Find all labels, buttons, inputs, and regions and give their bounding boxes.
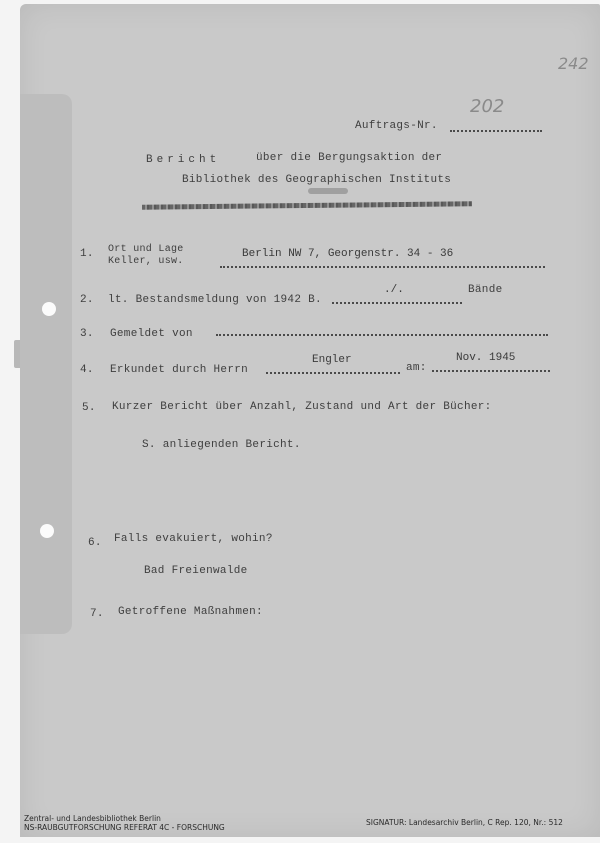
footer-department: NS-RAUBGUTFORSCHUNG REFERAT 4C - FORSCHUNG <box>24 823 225 832</box>
footer-signature: SIGNATUR: Landesarchiv Berlin, C Rep. 120, Nr.: 512 <box>366 818 563 827</box>
item-2-value: ./. <box>384 284 404 296</box>
item-2-number: 2. <box>80 294 94 306</box>
item-1-label-line1: Ort und Lage <box>108 244 184 255</box>
punch-hole-bottom <box>40 524 54 538</box>
title-line1: über die Bergungsaktion der <box>256 152 443 164</box>
footer-institution: Zentral- und Landesbibliothek Berlin <box>24 814 161 823</box>
item-6-answer: Bad Freienwalde <box>144 565 248 577</box>
item-1-field <box>220 266 545 268</box>
item-7-label: Getroffene Maßnahmen: <box>118 606 263 618</box>
order-number-field <box>450 130 542 132</box>
order-number-label: Auftrags-Nr. <box>355 120 438 132</box>
item-2-label: lt. Bestandsmeldung von 1942 B. <box>108 294 322 306</box>
item-4-date-field <box>432 370 550 372</box>
item-6-label: Falls evakuiert, wohin? <box>114 533 273 545</box>
item-4-date-label: am: <box>406 362 427 374</box>
item-3-field <box>216 334 548 336</box>
item-4-number: 4. <box>80 364 94 376</box>
handwritten-page-number: 242 <box>558 54 589 73</box>
item-1-label-line2: Keller, usw. <box>108 256 184 267</box>
scan-background <box>0 838 600 843</box>
handwritten-order-number: 202 <box>470 96 505 117</box>
item-1-value: Berlin NW 7, Georgenstr. 34 - 36 <box>242 248 454 260</box>
paper-tab-edge <box>14 340 20 368</box>
title-line2: Bibliothek des Geographischen Instituts <box>182 174 452 186</box>
item-4-value: Engler <box>312 354 352 366</box>
punch-hole-top <box>42 302 56 316</box>
item-3-number: 3. <box>80 328 94 340</box>
ink-smudge <box>308 188 348 194</box>
item-1-number: 1. <box>80 248 94 260</box>
title-bericht: Bericht <box>146 154 221 166</box>
title-underline <box>142 201 472 209</box>
binding-margin <box>20 94 72 634</box>
item-6-number: 6. <box>88 537 102 549</box>
item-2-field <box>332 302 462 304</box>
item-4-label: Erkundet durch Herrn <box>110 364 249 376</box>
item-4-field <box>266 372 400 374</box>
footer-left <box>24 814 225 832</box>
item-5-answer: S. anliegenden Bericht. <box>142 439 301 451</box>
item-5-label: Kurzer Bericht über Anzahl, Zustand und Art der Bücher: <box>112 401 492 413</box>
item-7-number: 7. <box>90 608 104 620</box>
item-3-label: Gemeldet von <box>110 328 193 340</box>
item-4-date-value: Nov. 1945 <box>456 352 516 364</box>
item-2-suffix: Bände <box>468 284 503 296</box>
item-5-number: 5. <box>82 402 96 414</box>
document-page <box>20 4 600 837</box>
